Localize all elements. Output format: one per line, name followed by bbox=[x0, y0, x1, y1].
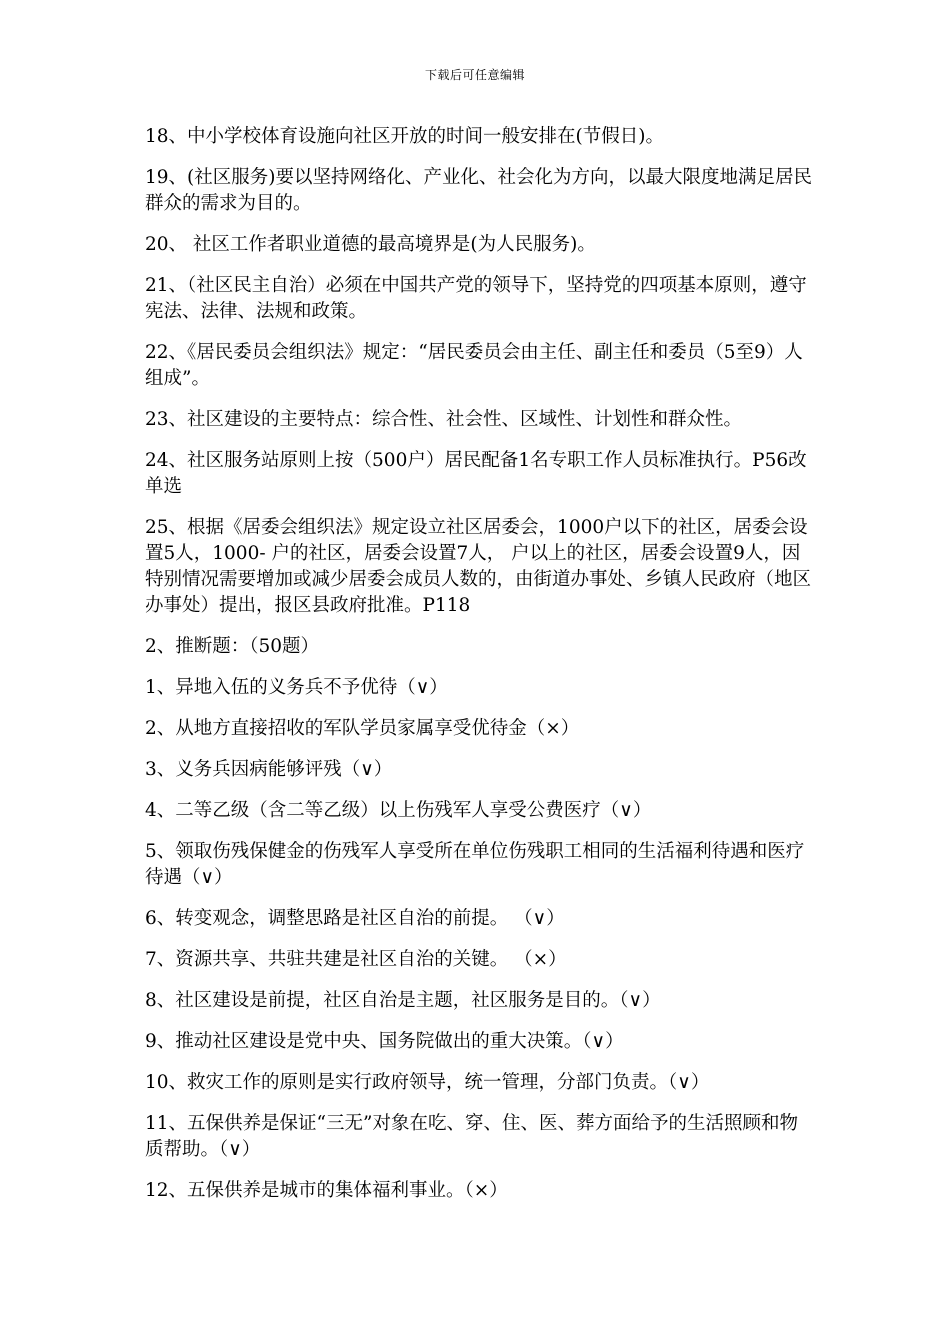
document-body bbox=[145, 124, 813, 1219]
paragraph: 5、领取伤残保健金的伤残军人享受所在单位伤残职工相同的生活福利待遇和医疗待遇（∨） bbox=[145, 841, 805, 888]
paragraph: 24、社区服务站原则上按（500户）居民配备1名专职工作人员标准执行。P56改单选 bbox=[145, 450, 807, 497]
paragraph: 8、社区建设是前提，社区自治是主题，社区服务是目的。（∨） bbox=[145, 990, 661, 1011]
paragraph: 19、(社区服务)要以坚持网络化、产业化、社会化为方向，以最大限度地满足居民群众的需求为目的。 bbox=[145, 167, 812, 214]
paragraph: 4、二等乙级（含二等乙级）以上伤残军人享受公费医疗（∨） bbox=[145, 800, 652, 821]
section-heading: 2、推断题：（50题） bbox=[145, 636, 320, 657]
paragraph: 12、五保供养是城市的集体福利事业。（×） bbox=[145, 1180, 508, 1201]
paragraph: 20、 社区工作者职业道德的最高境界是(为人民服务)。 bbox=[145, 234, 596, 255]
paragraph: 18、中小学校体育设施向社区开放的时间一般安排在(节假日)。 bbox=[145, 126, 664, 147]
paragraph: 7、资源共享、共驻共建是社区自治的关键。 （×） bbox=[145, 949, 567, 970]
paragraph: 9、推动社区建设是党中央、国务院做出的重大决策。（∨） bbox=[145, 1031, 624, 1052]
paragraph: 21、（社区民主自治）必须在中国共产党的领导下，坚持党的四项基本原则，遵守宪法、法律、法规和政策。 bbox=[145, 275, 807, 322]
paragraph: 2、从地方直接招收的军队学员家属享受优待金（×） bbox=[145, 718, 580, 739]
paragraph: 6、转变观念，调整思路是社区自治的前提。 （∨） bbox=[145, 908, 565, 929]
paragraph: 10、救灾工作的原则是实行政府领导，统一管理，分部门负责。（∨） bbox=[145, 1072, 710, 1093]
page-header: 下载后可任意编辑 bbox=[424, 68, 525, 82]
paragraph: 22、《居民委员会组织法》规定：“居民委员会由主任、副主任和委员（5至9）人组成”。 bbox=[145, 342, 803, 389]
paragraph: 1、异地入伍的义务兵不予优待（∨） bbox=[145, 677, 448, 698]
paragraph: 11、五保供养是保证“三无”对象在吃、穿、住、医、葬方面给予的生活照顾和物质帮助。（∨） bbox=[145, 1113, 798, 1160]
paragraph: 3、义务兵因病能够评残（∨） bbox=[145, 759, 393, 780]
paragraph: 25、根据《居委会组织法》规定设立社区居委会，1000户以下的社区，居委会设置5人，1000- 户的社区，居委会设置7人， 户以上的社区，居委会设置9人，因特别情况需要增加或减少居委会成员人数的，由街道办事处、乡镇人民政府（地区办事处）提出，报区县政府批准。P118 bbox=[145, 517, 812, 616]
paragraph: 23、社区建设的主要特点：综合性、社会性、区域性、计划性和群众性。 bbox=[145, 409, 743, 430]
